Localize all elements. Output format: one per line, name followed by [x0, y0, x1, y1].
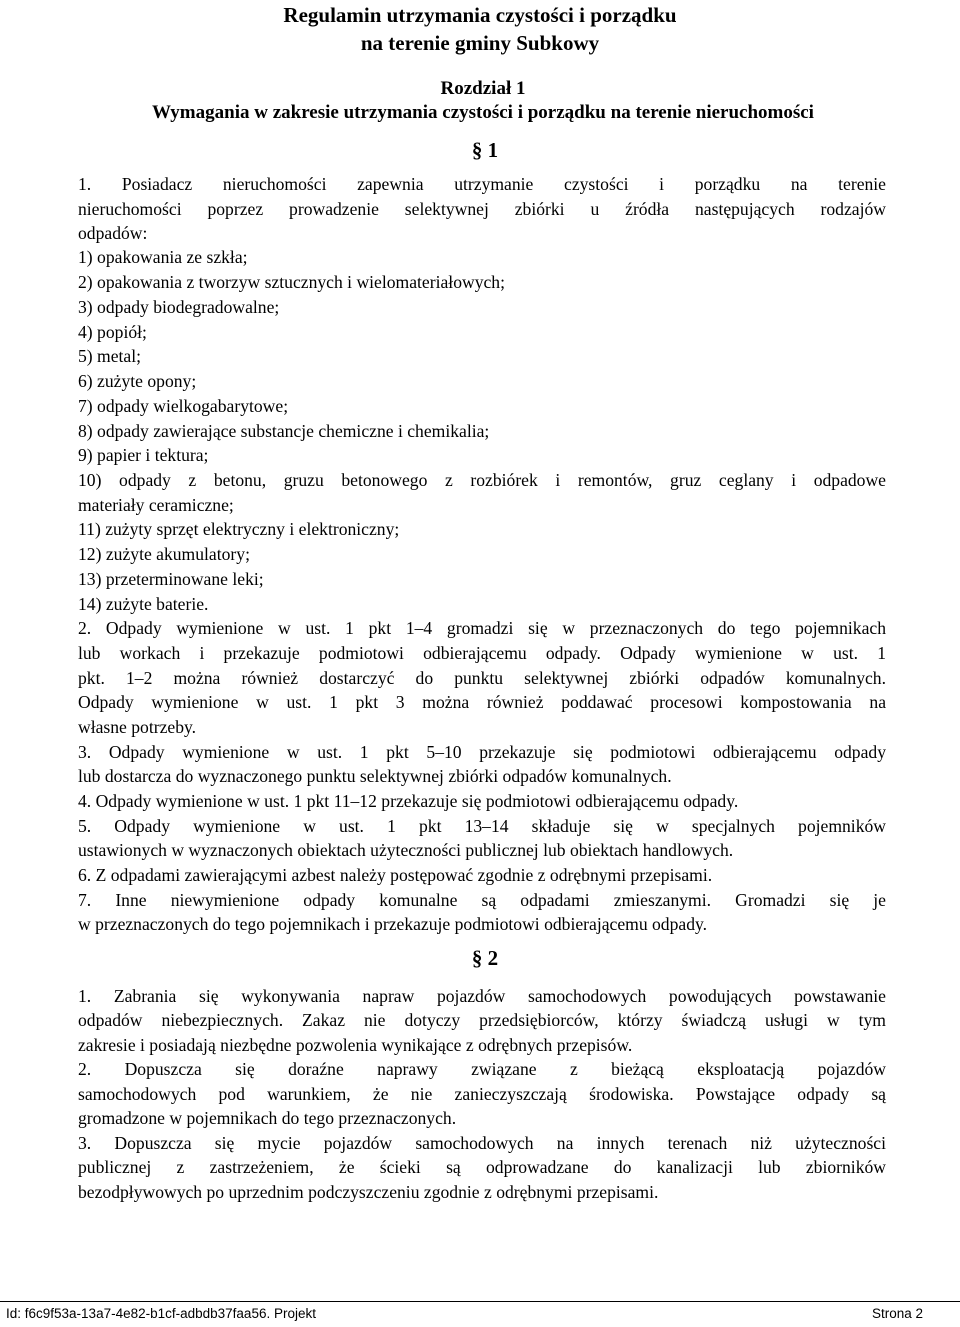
section-heading-1: § 1: [471, 138, 499, 162]
body-line: pkt. 1–2 można również dostarczyć do punktu selektywnej zbiórki odpadów komunalnych.: [78, 668, 886, 688]
list-item: 8) odpady zawierające substancje chemiczne i chemikalia;: [78, 421, 490, 441]
body-line: bezodpływowych po uprzednim podczyszczeniu zgodnie z odrębnymi przepisami.: [78, 1182, 659, 1202]
section-heading-2: § 2: [471, 946, 499, 970]
body-line: odpadów niebezpiecznych. Zakaz nie dotyczy przedsiębiorców, którzy świadczą usługi w tym: [78, 1010, 886, 1030]
body-line: lub dostarcza do wyznaczonego punktu selektywnej zbiórki odpadów komunalnych.: [78, 766, 672, 786]
body-line: zakresie i posiadają niezbędne pozwolenia wynikające z odrębnych przepisów.: [78, 1035, 633, 1055]
body-line: 5. Odpady wymienione w ust. 1 pkt 13–14 składuje się w specjalnych pojemników: [78, 816, 886, 836]
body-line: 2. Dopuszcza się doraźne naprawy związane z bieżącą eksploatacją pojazdów: [78, 1059, 886, 1079]
body-line: odpadów:: [78, 223, 148, 243]
body-line: 4. Odpady wymienione w ust. 1 pkt 11–12 przekazuje się podmiotowi odbierającemu odpady.: [78, 791, 739, 811]
body-line: Odpady wymienione w ust. 1 pkt 3 można również poddawać procesowi kompostowania na: [78, 692, 886, 712]
body-line: nieruchomości poprzez prowadzenie selektywnej zbiórki u źródła następujących rodzajów: [78, 199, 886, 219]
body-line: 7. Inne niewymienione odpady komunalne są odpadami zmieszanymi. Gromadzi się je: [78, 890, 886, 910]
chapter-number: Rozdział 1: [440, 78, 526, 99]
body-line: publicznej z zastrzeżeniem, że ścieki są odprowadzane do kanalizacji lub zbiorników: [78, 1157, 886, 1177]
document-title: Regulamin utrzymania czystości i porządku: [283, 3, 677, 27]
body-line: samochodowych pod warunkiem, że nie zanieczyszczają środowiska. Powstające odpady są: [78, 1084, 886, 1104]
body-line: lub workach i przekazuje podmiotowi odbierającemu odpady. Odpady wymienione w ust. 1: [78, 643, 886, 663]
body-line: gromadzone w pojemnikach do tego przeznaczonych.: [78, 1108, 457, 1128]
body-line: 1. Posiadacz nieruchomości zapewnia utrzymanie czystości i porządku na terenie: [78, 174, 886, 194]
chapter-title: Wymagania w zakresie utrzymania czystości i porządku na terenie nieruchomości: [152, 102, 814, 123]
footer-divider: [0, 1301, 960, 1302]
body-line: 6. Z odpadami zawierającymi azbest należy postępować zgodnie z odrębnymi przepisami.: [78, 865, 713, 885]
list-item: 12) zużyte akumulatory;: [78, 544, 250, 564]
body-line: 1. Zabrania się wykonywania napraw pojazdów samochodowych powodujących powstawanie: [78, 986, 886, 1006]
list-item: 10) odpady z betonu, gruzu betonowego z rozbiórek i remontów, gruz ceglany i odpadowe: [78, 470, 886, 490]
list-item: 14) zużyte baterie.: [78, 594, 209, 614]
list-item: 1) opakowania ze szkła;: [78, 247, 248, 267]
list-item: 5) metal;: [78, 346, 142, 366]
list-item: 2) opakowania z tworzyw sztucznych i wielomateriałowych;: [78, 272, 505, 292]
footer-document-id: Id: f6c9f53a-13a7-4e82-b1cf-adbdb37faa56. Projekt: [6, 1306, 316, 1321]
list-item: 9) papier i tektura;: [78, 445, 209, 465]
body-line: własne potrzeby.: [78, 717, 197, 737]
list-item: 7) odpady wielkogabarytowe;: [78, 396, 289, 416]
list-item: 4) popiół;: [78, 322, 147, 342]
list-item: 6) zużyte opony;: [78, 371, 197, 391]
body-line: 3. Dopuszcza się mycie pojazdów samochodowych na innych terenach niż użyteczności: [78, 1133, 886, 1153]
list-item: materiały ceramiczne;: [78, 495, 234, 515]
body-line: 2. Odpady wymienione w ust. 1 pkt 1–4 gromadzi się w przeznaczonych do tego pojemnikach: [78, 618, 886, 638]
list-item: 3) odpady biodegradowalne;: [78, 297, 280, 317]
footer-page-number: Strona 2: [871, 1306, 923, 1321]
list-item: 11) zużyty sprzęt elektryczny i elektroniczny;: [78, 519, 400, 539]
document-subtitle: na terenie gminy Subkowy: [360, 31, 600, 55]
body-line: ustawionych w wyznaczonych obiektach użyteczności publicznej lub obiektach handlowych.: [78, 840, 734, 860]
body-line: 3. Odpady wymienione w ust. 1 pkt 5–10 przekazuje się podmiotowi odbierającemu odpady: [78, 742, 886, 762]
body-line: w przeznaczonych do tego pojemnikach i przekazuje podmiotowi odbierającemu odpady.: [78, 914, 708, 934]
list-item: 13) przeterminowane leki;: [78, 569, 264, 589]
